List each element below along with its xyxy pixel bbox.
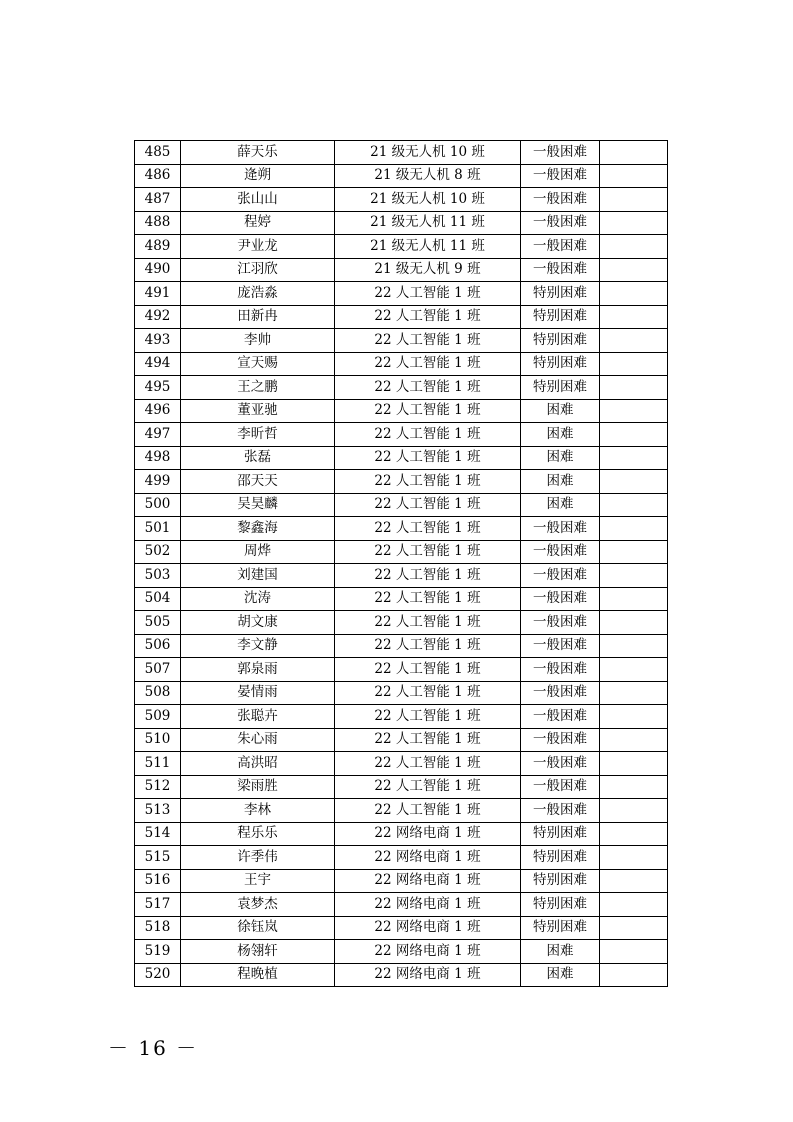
table-row: [135, 658, 668, 682]
student-roster-table: [134, 140, 668, 987]
remark-cell: [600, 799, 668, 823]
row-number-cell: 499: [135, 470, 181, 494]
difficulty-level-cell: 特别困难: [521, 846, 600, 870]
table-row: [135, 916, 668, 940]
student-name-cell: 张聪卉: [181, 705, 335, 729]
class-name-cell: 22 人工智能 1 班: [335, 587, 521, 611]
remark-cell: [600, 634, 668, 658]
difficulty-level-cell: 一般困难: [521, 517, 600, 541]
table-row: [135, 329, 668, 353]
remark-cell: [600, 540, 668, 564]
row-number-cell: 511: [135, 752, 181, 776]
difficulty-level-cell: 特别困难: [521, 869, 600, 893]
table-row: [135, 446, 668, 470]
table-row: [135, 282, 668, 306]
remark-cell: [600, 282, 668, 306]
remark-cell: [600, 752, 668, 776]
row-number-cell: 506: [135, 634, 181, 658]
student-name-cell: 宣天赐: [181, 352, 335, 376]
row-number-cell: 494: [135, 352, 181, 376]
class-name-cell: 22 人工智能 1 班: [335, 540, 521, 564]
table-row: [135, 846, 668, 870]
page-number: － 16 －: [108, 1036, 199, 1060]
difficulty-level-cell: 一般困难: [521, 164, 600, 188]
row-number-cell: 520: [135, 963, 181, 987]
student-name-cell: 许季伟: [181, 846, 335, 870]
remark-cell: [600, 376, 668, 400]
row-number-cell: 502: [135, 540, 181, 564]
difficulty-level-cell: 特别困难: [521, 282, 600, 306]
remark-cell: [600, 446, 668, 470]
class-name-cell: 22 人工智能 1 班: [335, 423, 521, 447]
row-number-cell: 498: [135, 446, 181, 470]
student-name-cell: 薛天乐: [181, 141, 335, 165]
student-name-cell: 张山山: [181, 188, 335, 212]
row-number-cell: 503: [135, 564, 181, 588]
class-name-cell: 22 人工智能 1 班: [335, 799, 521, 823]
row-number-cell: 489: [135, 235, 181, 259]
difficulty-level-cell: 一般困难: [521, 587, 600, 611]
remark-cell: [600, 869, 668, 893]
table-row: [135, 352, 668, 376]
class-name-cell: 21 级无人机 11 班: [335, 235, 521, 259]
table-row: [135, 775, 668, 799]
table-row: [135, 540, 668, 564]
class-name-cell: 22 网络电商 1 班: [335, 916, 521, 940]
student-name-cell: 沈涛: [181, 587, 335, 611]
table-row: [135, 634, 668, 658]
student-name-cell: 江羽欣: [181, 258, 335, 282]
table-row: [135, 822, 668, 846]
row-number-cell: 496: [135, 399, 181, 423]
remark-cell: [600, 517, 668, 541]
row-number-cell: 493: [135, 329, 181, 353]
student-name-cell: 程婷: [181, 211, 335, 235]
table-row: [135, 587, 668, 611]
difficulty-level-cell: 一般困难: [521, 634, 600, 658]
difficulty-level-cell: 一般困难: [521, 540, 600, 564]
difficulty-level-cell: 特别困难: [521, 329, 600, 353]
table-row: [135, 893, 668, 917]
student-name-cell: 李昕哲: [181, 423, 335, 447]
table-row: [135, 164, 668, 188]
class-name-cell: 22 人工智能 1 班: [335, 611, 521, 635]
table-row: [135, 940, 668, 964]
row-number-cell: 509: [135, 705, 181, 729]
class-name-cell: 22 人工智能 1 班: [335, 658, 521, 682]
student-name-cell: 杨翎轩: [181, 940, 335, 964]
student-name-cell: 高洪昭: [181, 752, 335, 776]
remark-cell: [600, 235, 668, 259]
difficulty-level-cell: 困难: [521, 493, 600, 517]
student-name-cell: 王宇: [181, 869, 335, 893]
table-row: [135, 399, 668, 423]
student-name-cell: 郭泉雨: [181, 658, 335, 682]
table-row: [135, 517, 668, 541]
table-row: [135, 728, 668, 752]
class-name-cell: 21 级无人机 9 班: [335, 258, 521, 282]
row-number-cell: 508: [135, 681, 181, 705]
row-number-cell: 495: [135, 376, 181, 400]
class-name-cell: 22 人工智能 1 班: [335, 517, 521, 541]
class-name-cell: 22 人工智能 1 班: [335, 282, 521, 306]
student-name-cell: 逄朔: [181, 164, 335, 188]
student-name-cell: 董亚驰: [181, 399, 335, 423]
difficulty-level-cell: 一般困难: [521, 658, 600, 682]
student-name-cell: 程乐乐: [181, 822, 335, 846]
class-name-cell: 22 人工智能 1 班: [335, 564, 521, 588]
row-number-cell: 485: [135, 141, 181, 165]
class-name-cell: 21 级无人机 8 班: [335, 164, 521, 188]
table-row: [135, 705, 668, 729]
class-name-cell: 22 人工智能 1 班: [335, 329, 521, 353]
difficulty-level-cell: 一般困难: [521, 141, 600, 165]
difficulty-level-cell: 困难: [521, 940, 600, 964]
remark-cell: [600, 211, 668, 235]
difficulty-level-cell: 一般困难: [521, 728, 600, 752]
class-name-cell: 22 人工智能 1 班: [335, 681, 521, 705]
remark-cell: [600, 705, 668, 729]
class-name-cell: 22 人工智能 1 班: [335, 728, 521, 752]
row-number-cell: 505: [135, 611, 181, 635]
student-name-cell: 黎鑫海: [181, 517, 335, 541]
student-name-cell: 李文静: [181, 634, 335, 658]
class-name-cell: 22 人工智能 1 班: [335, 352, 521, 376]
class-name-cell: 22 网络电商 1 班: [335, 893, 521, 917]
class-name-cell: 21 级无人机 11 班: [335, 211, 521, 235]
class-name-cell: 22 网络电商 1 班: [335, 822, 521, 846]
student-name-cell: 田新冉: [181, 305, 335, 329]
class-name-cell: 21 级无人机 10 班: [335, 188, 521, 212]
row-number-cell: 488: [135, 211, 181, 235]
student-name-cell: 吴昊麟: [181, 493, 335, 517]
remark-cell: [600, 399, 668, 423]
class-name-cell: 22 网络电商 1 班: [335, 869, 521, 893]
student-name-cell: 周烨: [181, 540, 335, 564]
row-number-cell: 491: [135, 282, 181, 306]
difficulty-level-cell: 特别困难: [521, 822, 600, 846]
remark-cell: [600, 329, 668, 353]
difficulty-level-cell: 特别困难: [521, 305, 600, 329]
row-number-cell: 501: [135, 517, 181, 541]
table-row: [135, 493, 668, 517]
table-row: [135, 211, 668, 235]
difficulty-level-cell: 困难: [521, 470, 600, 494]
row-number-cell: 519: [135, 940, 181, 964]
remark-cell: [600, 963, 668, 987]
class-name-cell: 22 网络电商 1 班: [335, 963, 521, 987]
table-row: [135, 564, 668, 588]
table-row: [135, 423, 668, 447]
roster-table-body: [135, 141, 668, 987]
remark-cell: [600, 258, 668, 282]
row-number-cell: 492: [135, 305, 181, 329]
class-name-cell: 22 人工智能 1 班: [335, 493, 521, 517]
table-row: [135, 963, 668, 987]
difficulty-level-cell: 一般困难: [521, 775, 600, 799]
row-number-cell: 490: [135, 258, 181, 282]
table-row: [135, 869, 668, 893]
remark-cell: [600, 141, 668, 165]
row-number-cell: 518: [135, 916, 181, 940]
remark-cell: [600, 681, 668, 705]
student-name-cell: 程晚植: [181, 963, 335, 987]
student-name-cell: 胡文康: [181, 611, 335, 635]
row-number-cell: 497: [135, 423, 181, 447]
remark-cell: [600, 564, 668, 588]
table-row: [135, 376, 668, 400]
remark-cell: [600, 728, 668, 752]
class-name-cell: 22 人工智能 1 班: [335, 446, 521, 470]
remark-cell: [600, 493, 668, 517]
remark-cell: [600, 940, 668, 964]
difficulty-level-cell: 一般困难: [521, 211, 600, 235]
student-name-cell: 张磊: [181, 446, 335, 470]
row-number-cell: 500: [135, 493, 181, 517]
class-name-cell: 22 人工智能 1 班: [335, 775, 521, 799]
remark-cell: [600, 916, 668, 940]
row-number-cell: 486: [135, 164, 181, 188]
row-number-cell: 517: [135, 893, 181, 917]
student-name-cell: 王之鹏: [181, 376, 335, 400]
difficulty-level-cell: 困难: [521, 963, 600, 987]
row-number-cell: 504: [135, 587, 181, 611]
table-row: [135, 141, 668, 165]
remark-cell: [600, 352, 668, 376]
row-number-cell: 515: [135, 846, 181, 870]
difficulty-level-cell: 一般困难: [521, 705, 600, 729]
table-row: [135, 470, 668, 494]
class-name-cell: 22 人工智能 1 班: [335, 634, 521, 658]
difficulty-level-cell: 困难: [521, 399, 600, 423]
table-row: [135, 235, 668, 259]
student-name-cell: 庞浩淼: [181, 282, 335, 306]
table-row: [135, 188, 668, 212]
table-row: [135, 611, 668, 635]
class-name-cell: 21 级无人机 10 班: [335, 141, 521, 165]
class-name-cell: 22 人工智能 1 班: [335, 305, 521, 329]
remark-cell: [600, 893, 668, 917]
row-number-cell: 512: [135, 775, 181, 799]
table-row: [135, 799, 668, 823]
student-name-cell: 刘建国: [181, 564, 335, 588]
remark-cell: [600, 587, 668, 611]
row-number-cell: 487: [135, 188, 181, 212]
remark-cell: [600, 775, 668, 799]
difficulty-level-cell: 困难: [521, 446, 600, 470]
remark-cell: [600, 658, 668, 682]
student-name-cell: 李帅: [181, 329, 335, 353]
table-row: [135, 258, 668, 282]
student-name-cell: 袁梦杰: [181, 893, 335, 917]
row-number-cell: 510: [135, 728, 181, 752]
remark-cell: [600, 846, 668, 870]
class-name-cell: 22 人工智能 1 班: [335, 470, 521, 494]
remark-cell: [600, 305, 668, 329]
difficulty-level-cell: 困难: [521, 423, 600, 447]
difficulty-level-cell: 一般困难: [521, 564, 600, 588]
difficulty-level-cell: 一般困难: [521, 188, 600, 212]
student-name-cell: 尹业龙: [181, 235, 335, 259]
difficulty-level-cell: 特别困难: [521, 916, 600, 940]
difficulty-level-cell: 一般困难: [521, 611, 600, 635]
table-row: [135, 752, 668, 776]
difficulty-level-cell: 一般困难: [521, 235, 600, 259]
difficulty-level-cell: 特别困难: [521, 376, 600, 400]
row-number-cell: 507: [135, 658, 181, 682]
row-number-cell: 514: [135, 822, 181, 846]
row-number-cell: 513: [135, 799, 181, 823]
student-name-cell: 李林: [181, 799, 335, 823]
difficulty-level-cell: 一般困难: [521, 681, 600, 705]
difficulty-level-cell: 一般困难: [521, 799, 600, 823]
remark-cell: [600, 188, 668, 212]
class-name-cell: 22 人工智能 1 班: [335, 376, 521, 400]
table-row: [135, 305, 668, 329]
difficulty-level-cell: 特别困难: [521, 352, 600, 376]
student-name-cell: 邵天天: [181, 470, 335, 494]
class-name-cell: 22 网络电商 1 班: [335, 940, 521, 964]
difficulty-level-cell: 特别困难: [521, 893, 600, 917]
student-name-cell: 朱心雨: [181, 728, 335, 752]
student-name-cell: 晏情雨: [181, 681, 335, 705]
row-number-cell: 516: [135, 869, 181, 893]
remark-cell: [600, 423, 668, 447]
class-name-cell: 22 人工智能 1 班: [335, 399, 521, 423]
student-name-cell: 徐钰岚: [181, 916, 335, 940]
remark-cell: [600, 470, 668, 494]
remark-cell: [600, 822, 668, 846]
table-row: [135, 681, 668, 705]
difficulty-level-cell: 一般困难: [521, 258, 600, 282]
remark-cell: [600, 164, 668, 188]
class-name-cell: 22 人工智能 1 班: [335, 705, 521, 729]
class-name-cell: 22 人工智能 1 班: [335, 752, 521, 776]
class-name-cell: 22 网络电商 1 班: [335, 846, 521, 870]
student-name-cell: 梁雨胜: [181, 775, 335, 799]
remark-cell: [600, 611, 668, 635]
difficulty-level-cell: 一般困难: [521, 752, 600, 776]
